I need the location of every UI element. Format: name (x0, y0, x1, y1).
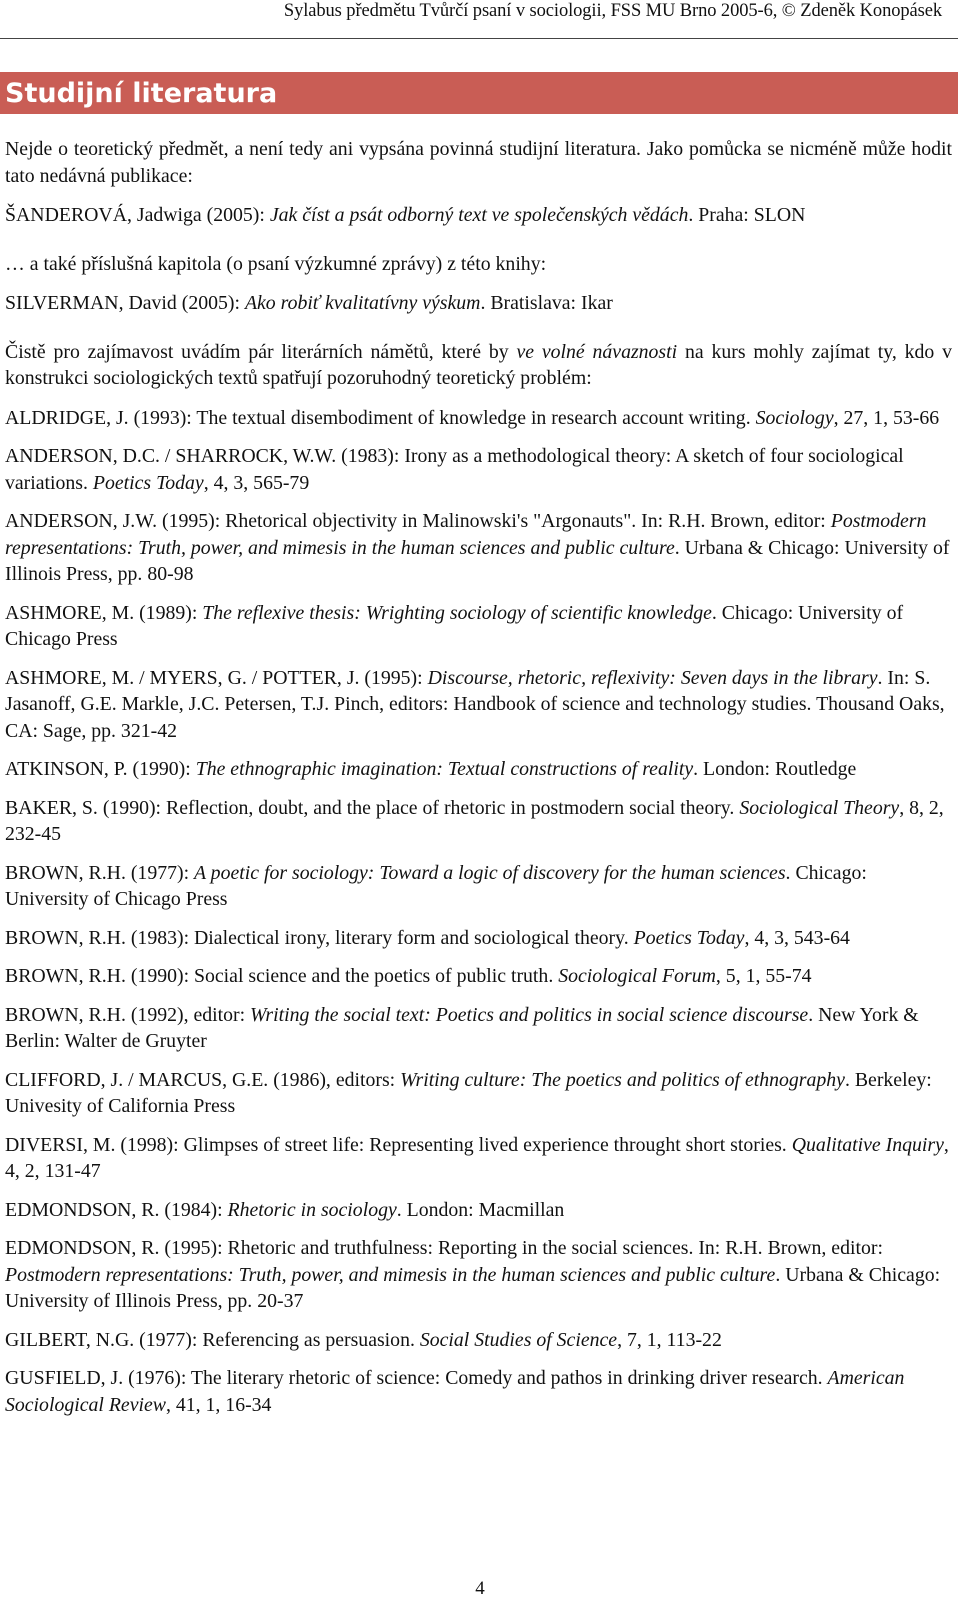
reference-entry: GUSFIELD, J. (1976): The literary rhetoric of science: Comedy and pathos in drinking driver research. American Sociological Review, 41, 1, 16-34 (5, 1367, 905, 1416)
content (5, 136, 952, 1430)
reference-entry: GILBERT, N.G. (1977): Referencing as persuasion. Social Studies of Science, 7, 1, 113-22 (5, 1328, 722, 1351)
kapitola-note: … a také příslušná kapitola (o psaní výzkumné zprávy) z této knihy: (5, 252, 547, 275)
reference-entry: BROWN, R.H. (1977): A poetic for sociology: Toward a logic of discovery for the human sciences. Chicago: University of Chicago Press (5, 861, 867, 910)
reference-entry: ALDRIDGE, J. (1993): The textual disembodiment of knowledge in research account writing. Sociology, 27, 1, 53-66 (5, 406, 940, 429)
reference-entry: ANDERSON, J.W. (1995): Rhetorical objectivity in Malinowski's "Argonauts". In: R.H. Brown, editor: Postmodern representations: Truth, power, and mimesis in the human sciences and public culture. Urbana & Chicago: University of Illinois Press, pp. 80-98 (5, 510, 950, 585)
intro-paragraph: Nejde o teoretický předmět, a není tedy ani vypsána povinná studijní literatura. Jako pomůcka se nicméně může hodit tato nedávná publikace: (5, 138, 952, 187)
reference-silverman: SILVERMAN, David (2005): Ako robiť kvalitatívny výskum. Bratislava: Ikar (5, 292, 613, 314)
reference-entry: ATKINSON, P. (1990): The ethnographic imagination: Textual constructions of reality. London: Routledge (5, 758, 857, 780)
section-title-bar (0, 72, 958, 114)
reference-entry: DIVERSI, M. (1998): Glimpses of street life: Representing lived experience throught short stories. Qualitative Inquiry, 4, 2, 131-47 (5, 1133, 949, 1182)
reference-entry: BROWN, R.H. (1992), editor: Writing the social text: Poetics and politics in social science discourse. New York & Berlin: Walter de Gruyter (5, 1003, 919, 1052)
inspiration-paragraph: Čistě pro zajímavost uvádím pár literárních námětů, které by ve volné návaznosti na kurs mohly zajímat ty, kdo v konstrukci sociologických textů spatřují pozoruhodný teoretický problém: (5, 340, 952, 389)
section-title: Studijní literatura (5, 78, 278, 109)
reference-entry: EDMONDSON, R. (1984): Rhetoric in sociology. London: Macmillan (5, 1198, 565, 1221)
reference-entry: EDMONDSON, R. (1995): Rhetoric and truthfulness: Reporting in the social sciences. In: R.H. Brown, editor: Postmodern representations: Truth, power, and mimesis in the human sciences and public culture. Urbana & Chicago: University of Illinois Press, pp. 20-37 (5, 1237, 941, 1312)
header-rule (0, 38, 958, 39)
reference-entry: ANDERSON, D.C. / SHARROCK, W.W. (1983): Irony as a methodological theory: A sketch of four sociological variations. Poetics Today, 4, 3, 565-79 (5, 445, 904, 494)
reference-entry: BROWN, R.H. (1990): Social science and the poetics of public truth. Sociological Forum, 5, 1, 55-74 (5, 965, 812, 987)
reference-sanderova: ŠANDEROVÁ, Jadwiga (2005): Jak číst a psát odborný text ve společenských vědách. Praha: SLON (5, 204, 806, 226)
reference-list (5, 405, 952, 1419)
reference-entry: CLIFFORD, J. / MARCUS, G.E. (1986), editors: Writing culture: The poetics and politics of ethnography. Berkeley: Univesity of California Press (5, 1068, 932, 1117)
reference-entry: BROWN, R.H. (1983): Dialectical irony, literary form and sociological theory. Poetics Today, 4, 3, 543-64 (5, 926, 850, 949)
reference-entry: ASHMORE, M. (1989): The reflexive thesis: Wrighting sociology of scientific knowledge. Chicago: University of Chicago Press (5, 601, 904, 650)
running-header: Sylabus předmětu Tvůrčí psaní v sociologii, FSS MU Brno 2005-6, © Zdeněk Konopásek (283, 1, 942, 21)
reference-entry: BAKER, S. (1990): Reflection, doubt, and the place of rhetoric in postmodern social theory. Sociological Theory, 8, 2, 232-45 (5, 796, 944, 845)
page-number: 4 (475, 1578, 485, 1599)
reference-entry: ASHMORE, M. / MYERS, G. / POTTER, J. (1995): Discourse, rhetoric, reflexivity: Seven days in the library. In: S. Jasanoff, G.E. Markle, J.C. Petersen, T.J. Pinch, editors: Handbook of science and technology studies. Thousand Oaks, CA: Sage, pp. 321-42 (5, 666, 945, 742)
